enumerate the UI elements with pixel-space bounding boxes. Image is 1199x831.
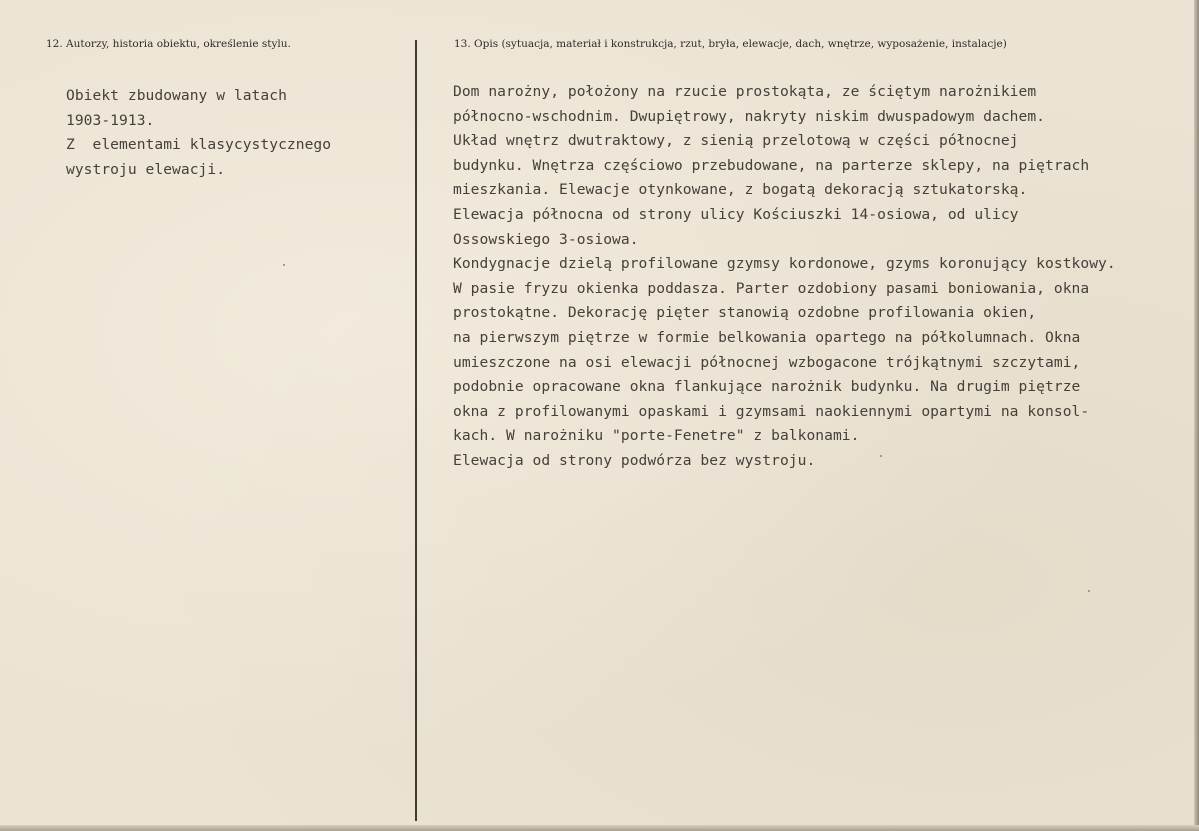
typed-line: Z elementami klasycystycznego [66,136,332,154]
section-13-text [453,80,1195,474]
paper-speck [1088,590,1090,592]
column-divider [415,40,417,821]
typed-line: Układ wnętrz dwutraktowy, z sienią przelotową w części północnej [453,132,1019,150]
typed-line: północno-wschodnim. Dwupiętrowy, nakryty niskim dwuspadowym dachem. [453,107,1046,125]
typed-line: Obiekt zbudowany w latach [66,87,287,104]
sheet-bottom-edge [0,825,1199,831]
section-12-text [66,84,396,182]
typed-line: W pasie fryzu okienka poddasza. Parter ozdobiony pasami boniowania, okna [453,279,1090,297]
typed-line: prostokątne. Dekorację pięter stanowią ozdobne profilowania okien, [453,304,1037,322]
paper-speck [283,264,285,266]
typed-line: Ossowskiego 3-osiowa. [453,230,639,248]
typed-line: okna z profilowanymi opaskami i gzymsami naokiennymi opartymi na konsol- [453,402,1090,420]
typed-line: podobnie opracowane okna flankujące narożnik budynku. Na drugim piętrze [453,378,1081,396]
paper-speck [880,455,882,457]
typed-line: umieszczone na osi elewacji północnej wzbogacone trójkątnymi szczytami, [453,353,1081,371]
typed-line: 1903-1913. [66,111,155,129]
typed-line: Elewacja północna od strony ulicy Kościuszki 14-osiowa, od ulicy [453,205,1019,223]
typed-line: budynku. Wnętrza częściowo przebudowane, na parterze sklepy, na piętrach [453,156,1090,174]
section-13-heading: 13. Opis (sytuacja, materiał i konstrukcja, rzut, bryła, elewacje, dach, wnętrze, wyposażenie, instalacje) [454,38,1007,50]
typed-line: wystroju elewacji. [66,160,226,178]
typed-line: Kondygnacje dzielą profilowane gzymsy kordonowe, gzyms koronujący kostkowy. [453,255,1116,273]
typed-line: na pierwszym piętrze w formie belkowania opartego na półkolumnach. Okna [453,328,1081,346]
typed-line: kach. W narożniku "porte-Fenetre" z balkonami. [453,427,860,445]
typed-line: Elewacja od strony podwórza bez wystroju. [453,451,816,469]
section-12-heading: 12. Autorzy, historia obiektu, określenie stylu. [46,38,291,50]
typed-line: mieszkania. Elewacje otynkowane, z bogatą dekoracją sztukatorską. [453,181,1028,199]
typed-line: Dom narożny, położony na rzucie prostokąta, ze ściętym narożnikiem [453,83,1037,100]
